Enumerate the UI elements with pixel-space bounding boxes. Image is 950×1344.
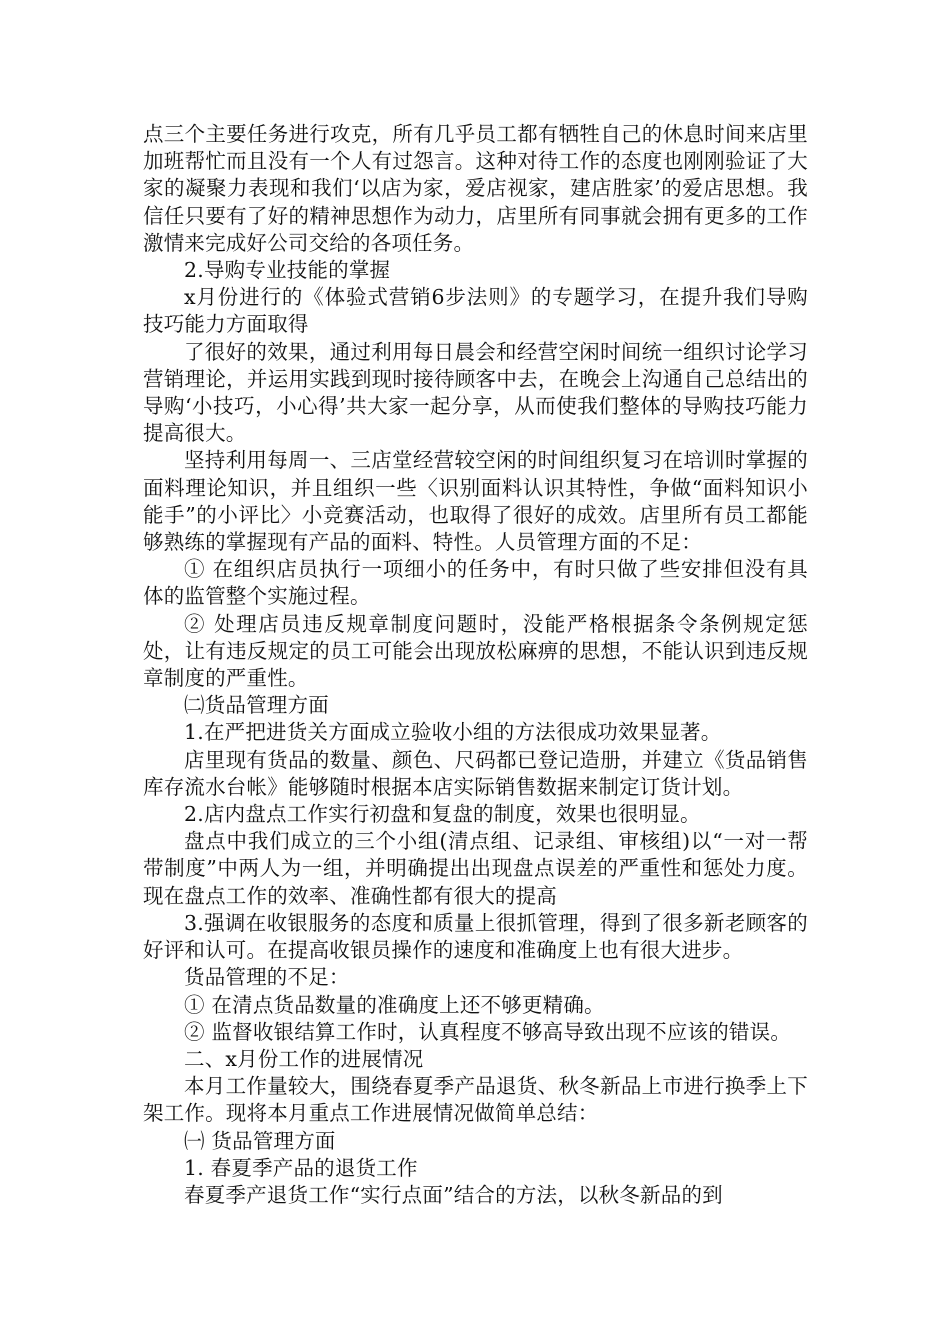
paragraph: 店里现有货品的数量、颜色、尺码都已登记造册，并建立《货品销售库存流水台帐》能够随时根据本店实际销售数据来制定订货计划。 — [143, 747, 808, 799]
paragraph: 1.在严把进货关方面成立验收小组的方法很成功效果显著。 — [184, 720, 722, 745]
paragraph: 盘点中我们成立的三个小组(清点组、记录组、审核组)以“一对一帮带制度”中两人为一组，并明确提出出现盘点误差的严重性和惩处力度。现在盘点工作的效率、准确性都有很大的提高 — [143, 829, 808, 908]
list-item: ① 在组织店员执行一项细小的任务中，有时只做了些安排但没有具体的监管整个实施过程。 — [143, 557, 808, 609]
document-body — [143, 121, 808, 1209]
paragraph: 坚持利用每周一、三店堂经营较空闲的时间组织复习在培训时掌握的面料理论知识，并且组织一些〈识别面料认识其特性，争做“面料知识小能手”的小评比〉小竞赛活动，也取得了很好的成效。店里所有员工都能够熟练的掌握现有产品的面料、特性。人员管理方面的不足： — [143, 448, 808, 555]
section-heading: ㈠ 货品管理方面 — [184, 1128, 336, 1153]
paragraph: 本月工作量较大，围绕春夏季产品退货、秋冬新品上市进行换季上下架工作。现将本月重点工作进展情况做简单总结： — [143, 1074, 808, 1126]
paragraph: 了很好的效果，通过利用每日晨会和经营空闲时间统一组织讨论学习营销理论，并运用实践到现时接待顾客中去，在晚会上沟通自己总结出的导购‘小技巧，小心得’共大家一起分享，从而使我们整体的导购技巧能力提高很大。 — [143, 339, 808, 446]
paragraph: 点三个主要任务进行攻克，所有几乎员工都有牺牲自己的休息时间来店里加班帮忙而且没有一个人有过怨言。这种对待工作的态度也刚刚验证了大家的凝聚力表现和我们‘以店为家，爱店视家，建店胜家’的爱店思想。我信任只要有了好的精神思想作为动力，店里所有同事就会拥有更多的工作激情来完成好公司交给的各项任务。 — [143, 122, 808, 255]
paragraph: x月份进行的《体验式营销6步法则》的专题学习，在提升我们导购技巧能力方面取得 — [143, 285, 808, 337]
section-heading: 二、x月份工作的进展情况 — [184, 1046, 424, 1071]
list-item: ② 监督收银结算工作时，认真程度不够高导致出现不应该的错误。 — [184, 1019, 792, 1044]
paragraph: 2.店内盘点工作实行初盘和复盘的制度，效果也很明显。 — [184, 802, 701, 827]
section-heading: 1. 春夏季产品的退货工作 — [184, 1155, 418, 1180]
paragraph: 春夏季产退货工作“实行点面”结合的方法，以秋冬新品的到 — [184, 1182, 723, 1207]
paragraph: 3.强调在收银服务的态度和质量上很抓管理，得到了很多新老顾客的好评和认可。在提高收银员操作的速度和准确度上也有很大进步。 — [143, 910, 808, 963]
list-item: ② 处理店员违反规章制度问题时，没能严格根据条令条例规定惩处，让有违反规定的员工可能会出现放松麻痹的思想，不能认识到违反规章制度的严重性。 — [143, 611, 808, 691]
section-heading: 2.导购专业技能的掌握 — [184, 258, 391, 283]
section-heading: ㈡货品管理方面 — [184, 693, 329, 718]
section-heading: 货品管理的不足： — [184, 965, 350, 990]
list-item: ① 在清点货品数量的准确度上还不够更精确。 — [184, 992, 605, 1017]
